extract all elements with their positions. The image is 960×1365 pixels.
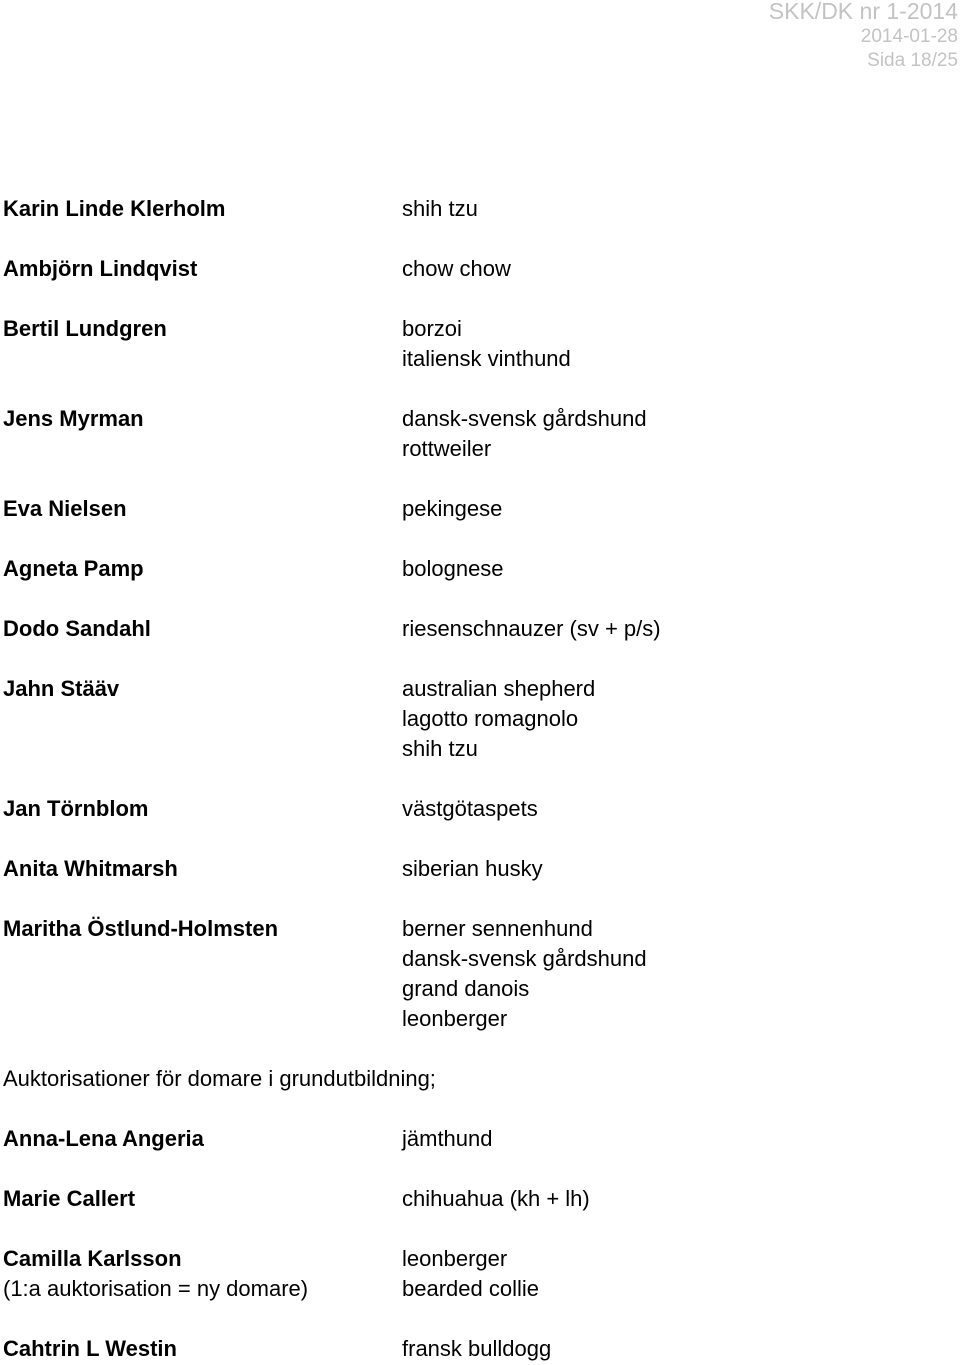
breed-item: grand danois [402, 976, 530, 1001]
breed-item: siberian husky [402, 856, 543, 881]
judge-name: Karin Linde Klerholm [3, 196, 226, 221]
judge-name: Jens Myrman [3, 406, 144, 431]
document-date: 2014-01-28 [860, 26, 958, 47]
judge-note: (1:a auktorisation = ny domare) [3, 1276, 309, 1301]
breed-item: chihuahua (kh + lh) [402, 1186, 590, 1211]
judge-name: Marie Callert [3, 1186, 136, 1211]
breed-item: bolognese [402, 556, 504, 581]
breed-item: bearded collie [402, 1276, 539, 1301]
breed-list [402, 554, 504, 584]
breed-list [402, 1244, 539, 1304]
breed-item: fransk bulldogg [402, 1336, 552, 1361]
judge-name: Anna-Lena Angeria [3, 1126, 204, 1151]
breed-item: shih tzu [402, 736, 478, 761]
breed-list [402, 794, 538, 824]
breed-item: rottweiler [402, 436, 492, 461]
judge-name: Bertil Lundgren [3, 316, 167, 341]
breed-list [402, 494, 502, 524]
judge-name-block [3, 1244, 308, 1304]
breed-list [402, 404, 647, 464]
judge-name: Cahtrin L Westin [3, 1336, 177, 1361]
breed-item: lagotto romagnolo [402, 706, 579, 731]
breed-list [402, 1334, 551, 1364]
breed-item: dansk-svensk gårdshund [402, 406, 647, 431]
breed-item: chow chow [402, 256, 511, 281]
judge-name: Camilla Karlsson [3, 1246, 182, 1271]
breed-item: borzoi [402, 316, 462, 341]
judge-name: Anita Whitmarsh [3, 856, 178, 881]
judge-name: Jahn Stääv [3, 676, 120, 701]
breed-list [402, 314, 571, 374]
breed-list [402, 194, 478, 224]
breed-list [402, 1124, 493, 1154]
page-number: Sida 18/25 [867, 50, 958, 71]
breed-list [402, 1184, 590, 1214]
breed-item: australian shepherd [402, 676, 596, 701]
document-id: SKK/DK nr 1-2014 [768, 0, 958, 24]
breed-item: västgötaspets [402, 796, 538, 821]
judge-name: Dodo Sandahl [3, 616, 151, 641]
breed-item: leonberger [402, 1246, 508, 1271]
breed-list [402, 914, 647, 1034]
judge-name: Jan Törnblom [3, 796, 149, 821]
breed-list [402, 614, 661, 644]
breed-list [402, 854, 543, 884]
breed-item: shih tzu [402, 196, 478, 221]
section-title: Auktorisationer för domare i grundutbildning; [3, 1066, 436, 1091]
breed-list [402, 254, 511, 284]
judge-name: Ambjörn Lindqvist [3, 256, 198, 281]
judge-name: Eva Nielsen [3, 496, 127, 521]
breed-item: jämthund [402, 1126, 493, 1151]
breed-item: riesenschnauzer (sv + p/s) [402, 616, 661, 641]
judge-name: Agneta Pamp [3, 556, 144, 581]
breed-item: berner sennenhund [402, 916, 593, 941]
breed-item: leonberger [402, 1006, 508, 1031]
breed-list [402, 674, 595, 764]
judge-name: Maritha Östlund-Holmsten [3, 916, 279, 941]
breed-item: dansk-svensk gårdshund [402, 946, 647, 971]
breed-item: italiensk vinthund [402, 346, 571, 371]
breed-item: pekingese [402, 496, 503, 521]
